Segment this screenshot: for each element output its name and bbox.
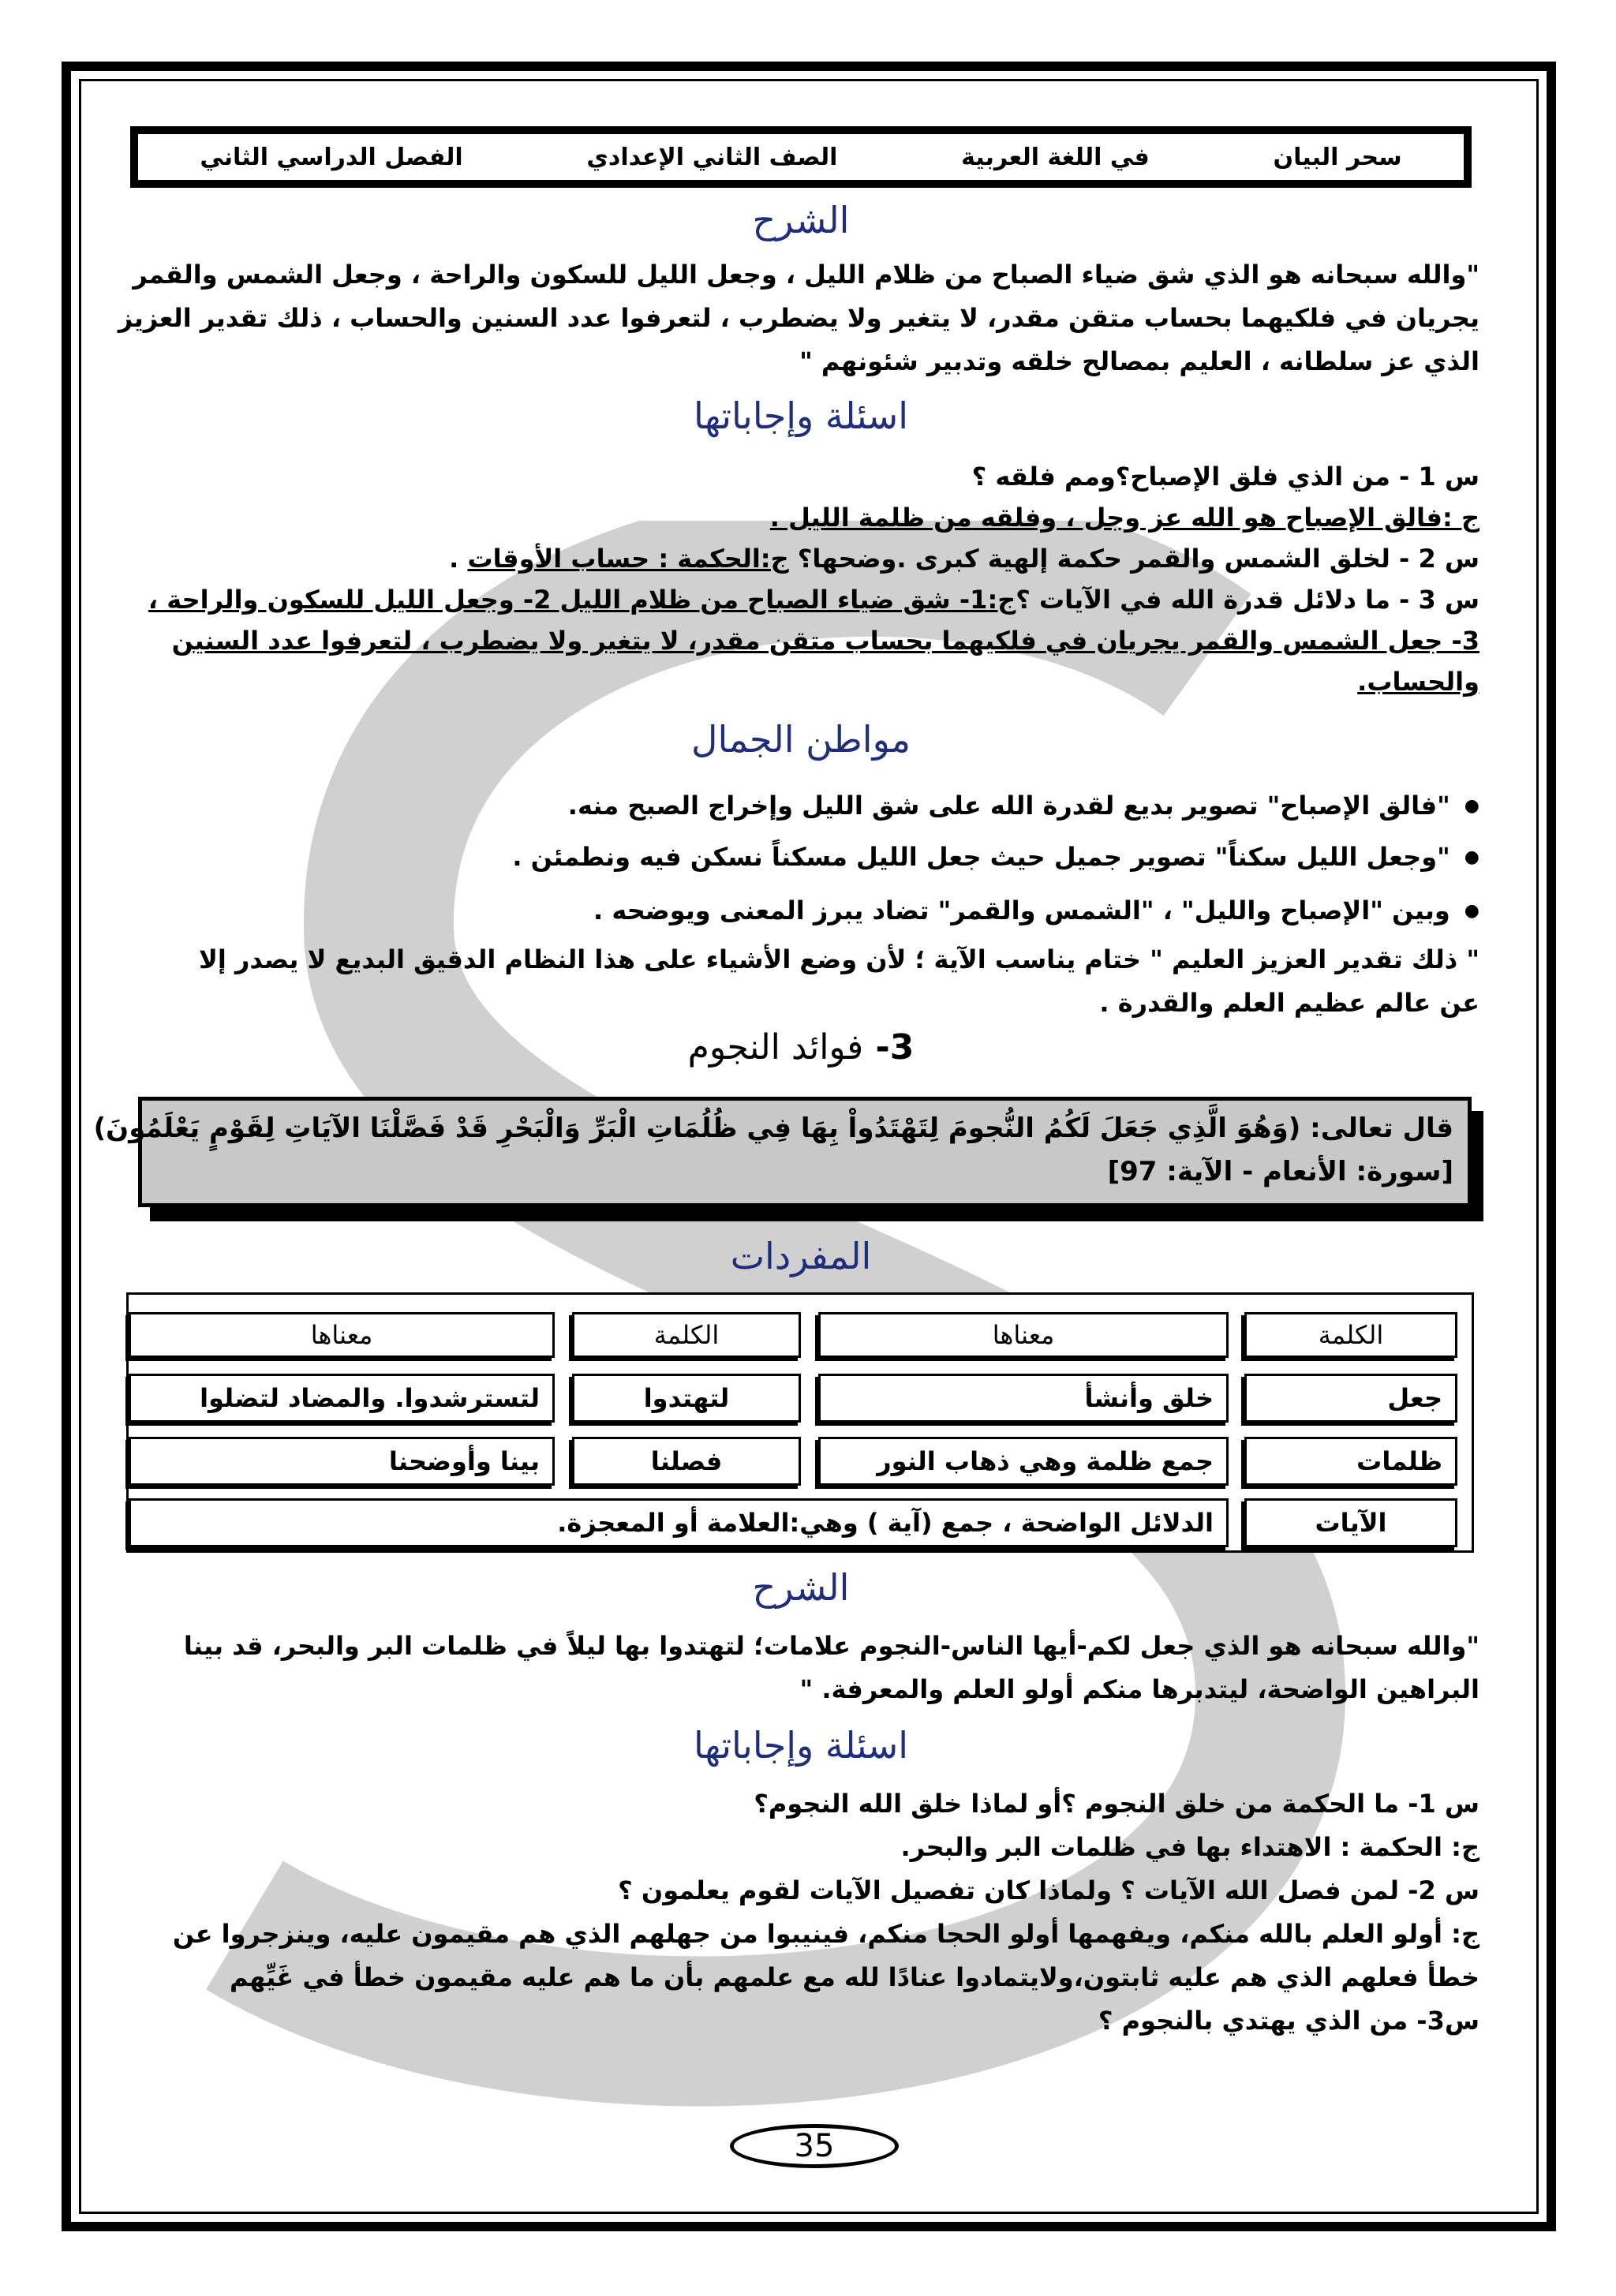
question-2-2: س 2- لمن فصل الله الآيات ؟ ولماذا كان تفصيل الآيات لقوم يعلمون ؟	[618, 1875, 1479, 1905]
beauty-item-1: ● "فالق الإصباح" تصوير بديع لقدرة الله على شق الليل وإخراج الصبح منه.	[146, 785, 1479, 830]
question-3	[146, 579, 1479, 620]
vocabulary-title: المفردات	[730, 1235, 872, 1277]
answer-2-2-line-1: ج: أولو العلم بالله منكم، ويفهمها أولو الحجا منكم، فينيبوا من جهلهم الذي هم مقيمون عليه، وينزجروا عن	[172, 1919, 1479, 1949]
vocab-header-word-2: الكلمة	[572, 1312, 801, 1358]
answer-2: ج:الحكمة : حساب الأوقات	[467, 544, 789, 574]
vocab-header-meaning-2: معناها	[129, 1312, 555, 1358]
beauty-conclusion-line-2: عن عالم عظيم العلم والقدرة .	[1099, 988, 1479, 1018]
answer-3-part-3: والحساب.	[1357, 667, 1479, 697]
vocab-meaning: خلق وأنشأ	[818, 1374, 1229, 1423]
answer-3-part-2: 3- جعل الشمس والقمر يجريان في فلكيهما بحساب متقن مقدر، لا يتغير ولا يضطرب ، لتعرفوا عدد السنين	[171, 626, 1479, 656]
section-2-title: فوائد النجوم	[687, 1027, 864, 1068]
verse-reference: [سورة: الأنعام - الآية: 97]	[1107, 1156, 1453, 1187]
explanation-2-line-2: البراهين الواضحة، ليتدبرها منكم أولو العلم والمعرفة. "	[799, 1674, 1479, 1704]
page-header	[130, 126, 1472, 188]
header-book-title: سحر البيان	[1273, 143, 1402, 171]
explanation-1-line-3: الذي عز سلطانه ، العليم بمصالح خلقه وتدبير شئونهم "	[799, 346, 1479, 376]
beauty-conclusion-line-1: " ذلك تقدير العزيز العليم " ختام يناسب الآية ؛ لأن وضع الأشياء على هذا النظام الدقيق البديع لا يصدر إلا	[199, 944, 1479, 974]
header-term: الفصل الدراسي الثاني	[200, 143, 463, 171]
header-subject: في اللغة العربية	[961, 143, 1150, 171]
section-2-number: 3-	[875, 1027, 915, 1068]
qa-title-1: اسئلة وإجاباتها	[693, 395, 908, 437]
vocab-meaning: جمع ظلمة وهي ذهاب النور	[818, 1437, 1229, 1486]
question-1: س 1 - من الذي فلق الإصباح؟ومم فلقه ؟	[971, 462, 1479, 492]
question-2: س 2 - لخلق الشمس والقمر حكمة إلهية كبرى .وضحها؟ ج:الحكمة : حساب الأوقات .	[449, 544, 1479, 574]
verse-box	[93, 1097, 1472, 1207]
vocab-meaning: بينا وأوضحنا	[129, 1437, 555, 1486]
question-2-text: س 2 - لخلق الشمس والقمر حكمة إلهية كبرى .وضحها؟	[788, 544, 1479, 574]
explanation-1-line-1: "والله سبحانه هو الذي شق ضياء الصباح من ظلام الليل ، وجعل الليل للسكون والراحة ، وجعل الشمس والقمر	[133, 260, 1479, 290]
verse-text: قال تعالى: (وَهُوَ الَّذِي جَعَلَ لَكُمُ النُّجومَ لِتَهْتَدُواْ بِهَا فِي ظُلُمَاتِ الْبَرِّ وَالْبَحْرِ قَدْ فَصَّلْنَا الآيَاتِ لِقَوْمٍ يَعْلَمُونَ)	[93, 1112, 1453, 1144]
question-3-text: س 3 - ما دلائل قدرة الله في الآيات ؟	[1016, 585, 1479, 615]
answer-3-part-1: ج:1- شق ضياء الصباح من ظلام الليل 2- وجعل الليل للسكون والراحة ،	[148, 585, 1016, 615]
vocab-word: لتهتدوا	[572, 1374, 801, 1423]
qa-title-2: اسئلة وإجاباتها	[693, 1724, 908, 1767]
header-grade: الصف الثاني الإعدادي	[586, 143, 838, 171]
vocab-header-meaning-1: معناها	[818, 1312, 1229, 1358]
explanation-1-line-2: يجريان في فلكيهما بحساب متقن مقدر، لا يتغير ولا يضطرب ، لتعرفوا عدد السنين والحساب ، ذلك تقدير العزيز	[118, 303, 1479, 333]
answer-2-1: ج: الحكمة : الاهتداء بها في ظلمات البر والبحر.	[900, 1832, 1479, 1862]
vocab-word: جعل	[1244, 1374, 1457, 1423]
question-2-3: س3- من الذي يهتدي بالنجوم ؟	[1098, 2006, 1479, 2036]
vocab-word: فصلنا	[572, 1437, 801, 1486]
section-2-heading	[130, 1027, 1472, 1068]
question-2-1: س 1- ما الحكمة من خلق النجوم ؟أو لماذا خلق الله النجوم؟	[754, 1789, 1479, 1819]
beauty-item-2: ● "وجعل الليل سكناً" تصوير جميل حيث جعل الليل مسكناً نسكن فيه ونطمئن .	[146, 836, 1479, 881]
answer-2-2-line-2: خطأ فعلهم الذي هم عليه ثابتون،ولايتمادوا عنادًا لله مع علمهم بأن ما هم عليه مقيمون خطأ في غَيِّهم	[230, 1962, 1479, 1992]
vocab-word: الآيات	[1244, 1498, 1457, 1547]
vocab-meaning: الدلائل الواضحة ، جمع (آية ) وهي:العلامة أو المعجزة.	[129, 1498, 1229, 1547]
vocab-word: ظلمات	[1244, 1437, 1457, 1486]
explanation-title-2: الشرح	[752, 1566, 850, 1609]
explanation-title-1: الشرح	[752, 199, 850, 241]
beauty-item-3: ● وبين "الإصباح والليل" ، "الشمس والقمر" تضاد يبرز المعنى ويوضحه .	[146, 890, 1479, 935]
vocabulary-table	[126, 1292, 1474, 1553]
explanation-2-line-1: "والله سبحانه هو الذي جعل لكم-أيها الناس-النجوم علامات؛ لتهتدوا بها ليلاً في ظلمات البر والبحر، قد بينا	[183, 1631, 1479, 1661]
page-number: 35	[730, 2124, 899, 2168]
beauty-title: مواطن الجمال	[691, 718, 911, 761]
vocab-header-word-1: الكلمة	[1244, 1312, 1457, 1358]
answer-1: ج :فالق الإصباح هو الله عز وجل ، وفلقه من ظلمة الليل .	[769, 503, 1479, 533]
vocab-meaning: لتسترشدوا. والمضاد لتضلوا	[129, 1374, 555, 1423]
